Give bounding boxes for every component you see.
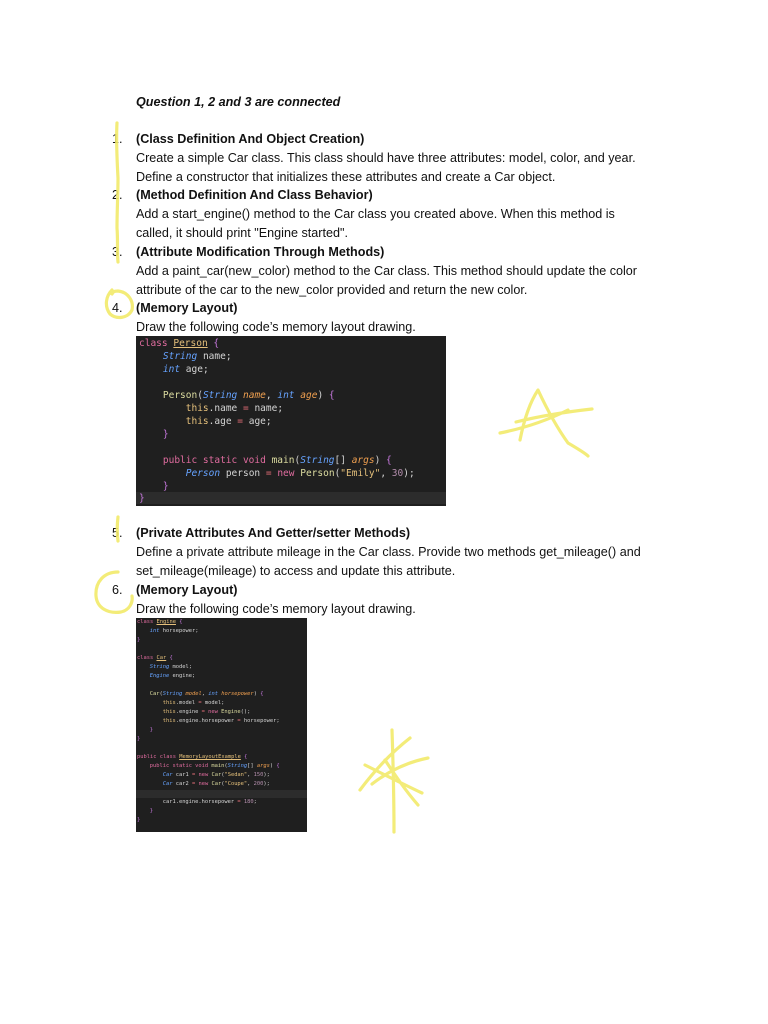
item-title-1: (Class Definition And Object Creation) — [136, 132, 365, 146]
code-line: } — [162, 481, 169, 492]
item-text-6a: Draw the following code’s memory layout drawing. — [136, 602, 416, 616]
intro-note: Question 1, 2 and 3 are connected — [136, 95, 341, 109]
item-number-1: 1. — [112, 132, 123, 146]
item-title-6: (Memory Layout) — [136, 583, 238, 597]
item-text-1b: Define a constructor that initializes these attributes and create a Car object. — [136, 170, 556, 184]
item-number-4: 4. — [112, 301, 123, 315]
code-line: } — [162, 429, 169, 440]
item-text-3b: attribute of the car to the new_color provided and return the new color. — [136, 283, 528, 297]
code-line: class Person { — [139, 338, 220, 349]
star-doodle-1 — [500, 390, 592, 456]
item-number-3: 3. — [112, 245, 123, 259]
code-line: Person(String name, int age) { — [162, 390, 335, 401]
item-text-1a: Create a simple Car class. This class should have three attributes: model, color, and year. — [136, 151, 636, 165]
item-text-5a: Define a private attribute mileage in the Car class. Provide two methods get_mileage() and — [136, 545, 641, 559]
item-text-3a: Add a paint_car(new_color) method to the Car class. This method should update the color — [136, 264, 638, 278]
item-text-2a: Add a start_engine() method to the Car class you created above. When this method is — [136, 207, 615, 221]
code-line: } — [139, 493, 145, 504]
item-number-2: 2. — [112, 188, 123, 202]
code-line: this.name = name; — [185, 403, 284, 414]
item-title-5: (Private Attributes And Getter/setter Methods) — [136, 526, 411, 540]
code-line: public static void main(String[] args) { — [162, 455, 392, 466]
item-number-5: 5. — [112, 526, 123, 540]
code-line: int age; — [162, 364, 209, 375]
item-text-5b: set_mileage(mileage) to access and update this attribute. — [136, 564, 456, 578]
item-title-2: (Method Definition And Class Behavior) — [136, 188, 373, 202]
item-text-2b: called, it should print "Engine started". — [136, 226, 348, 240]
star-doodle-2 — [360, 730, 428, 832]
item-title-4: (Memory Layout) — [136, 301, 238, 315]
code-screenshot-person — [136, 336, 446, 506]
code-line: String name; — [162, 351, 232, 362]
item-number-6: 6. — [112, 583, 123, 597]
code-screenshot-car: class Engine { int horsepower; } class Car { String model; Engine engine; Car(String model, int horsepower) { this.model = model; this.engine = new Engine(); this.engine.horsepower = horsepower; } } public class MemoryLayoutExample { public static void main(String[] args) { Car car1 = new Car("Sedan", 150); Car car2 = new Car("Coupe", 200); car1.engine.horsepower = 180; } } — [136, 618, 307, 832]
code-line: Person person = new Person("Emily", 30); — [185, 468, 415, 479]
code-line: this.age = age; — [185, 416, 272, 427]
item-text-4a: Draw the following code’s memory layout drawing. — [136, 320, 416, 334]
item-title-3: (Attribute Modification Through Methods) — [136, 245, 385, 259]
